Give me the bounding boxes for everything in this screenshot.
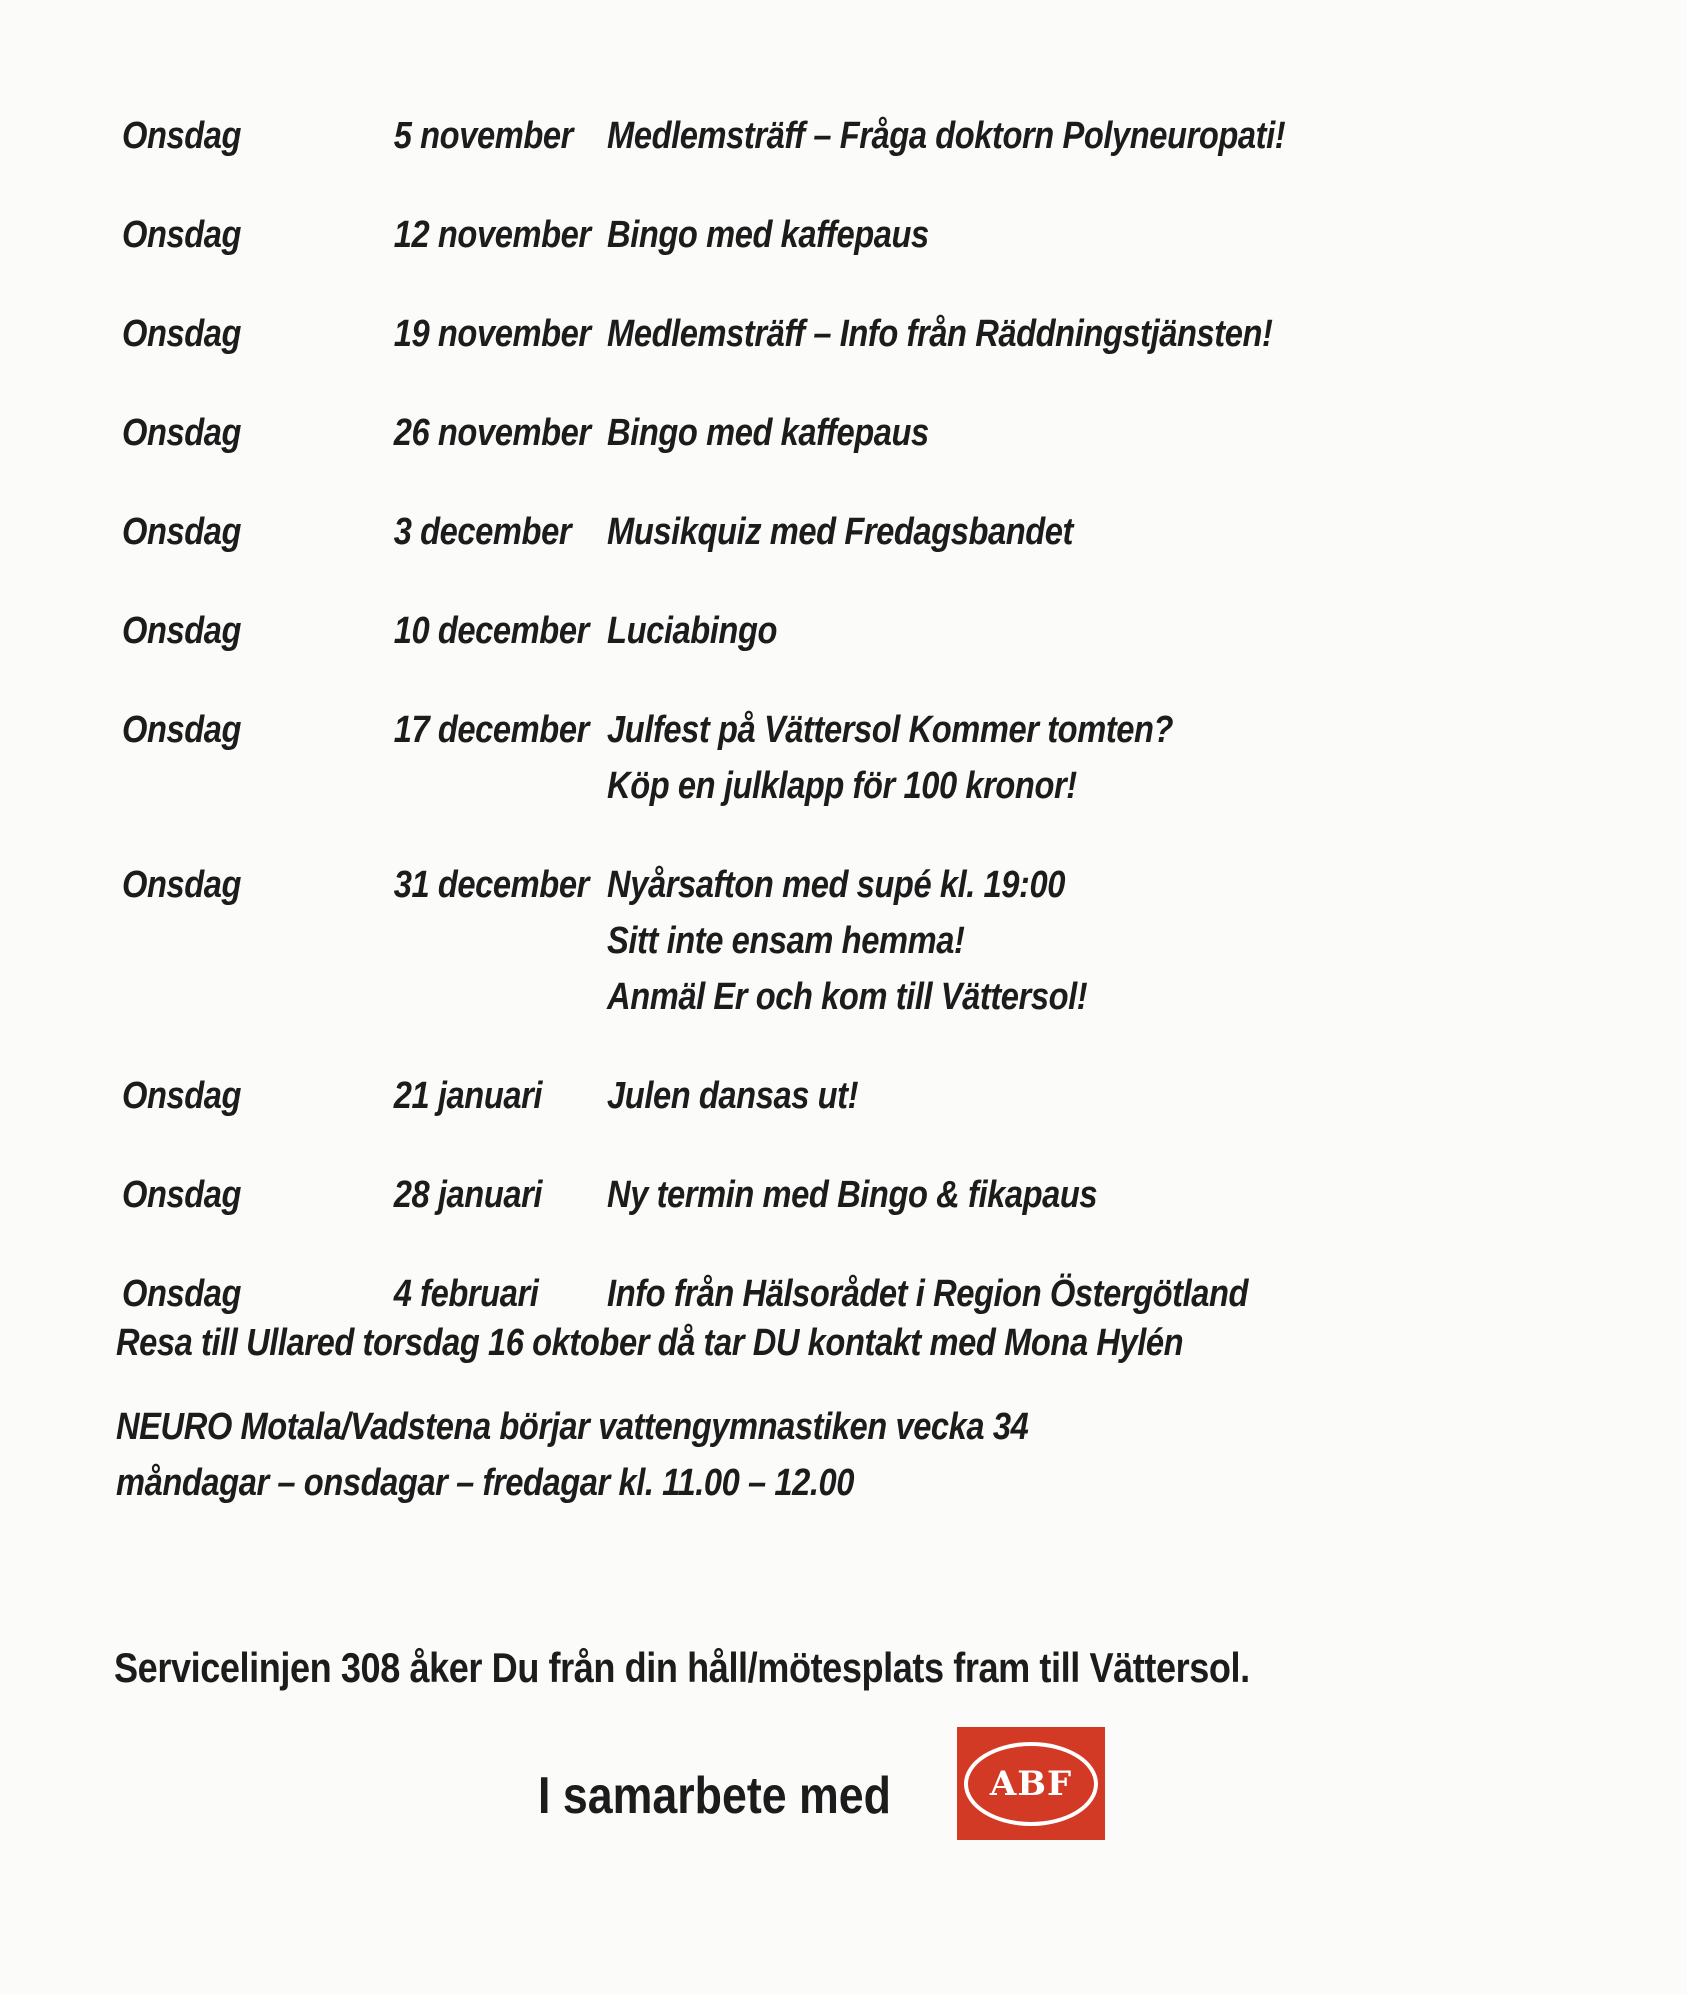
schedule-event-line: Sitt inte ensam hemma!	[607, 920, 965, 962]
schedule-date: 21 januari	[393, 1075, 543, 1117]
abf-logo	[957, 1727, 1105, 1840]
schedule-row	[122, 405, 1326, 461]
schedule-row	[122, 207, 1326, 263]
schedule-day: Onsdag	[122, 610, 242, 652]
notes-section	[116, 1315, 1183, 1539]
schedule-day: Onsdag	[122, 709, 242, 751]
schedule-event-line: Ny termin med Bingo & fikapaus	[607, 1174, 1098, 1216]
schedule-event	[607, 1167, 1381, 1223]
schedule-date: 12 november	[393, 214, 591, 256]
schedule-event-line: Bingo med kaffepaus	[607, 214, 929, 256]
schedule-row	[122, 504, 1326, 560]
schedule-day: Onsdag	[122, 115, 242, 157]
event-schedule	[122, 108, 1522, 1365]
neuro-note-line-1: NEURO Motala/Vadstena börjar vattengymnastiken vecka 34	[116, 1406, 1029, 1448]
schedule-row	[122, 1068, 1326, 1124]
schedule-row	[122, 306, 1326, 362]
schedule-day: Onsdag	[122, 1174, 242, 1216]
schedule-day: Onsdag	[122, 214, 242, 256]
schedule-event	[607, 405, 1381, 461]
schedule-date: 5 november	[393, 115, 573, 157]
schedule-event-line: Luciabingo	[607, 610, 778, 652]
schedule-event-line: Musikquiz med Fredagsbandet	[607, 511, 1073, 553]
schedule-day: Onsdag	[122, 1075, 242, 1117]
schedule-date: 10 december	[393, 610, 589, 652]
schedule-event-line: Nyårsafton med supé kl. 19:00	[607, 864, 1065, 906]
schedule-event-line: Köp en julklapp för 100 kronor!	[607, 765, 1077, 807]
schedule-date: 28 januari	[393, 1174, 543, 1216]
collaboration-text: I samarbete med	[538, 1767, 891, 1825]
schedule-row	[122, 857, 1326, 1025]
schedule-row	[122, 603, 1326, 659]
schedule-event	[607, 504, 1381, 560]
schedule-event	[607, 1068, 1381, 1124]
schedule-event	[607, 603, 1381, 659]
schedule-date: 31 december	[393, 864, 589, 906]
schedule-date: 26 november	[393, 412, 591, 454]
schedule-event	[607, 306, 1381, 362]
schedule-event-line: Medlemsträff – Info från Räddningstjänsten!	[607, 313, 1273, 355]
abf-logo-oval	[964, 1742, 1098, 1826]
schedule-event	[607, 1266, 1381, 1322]
schedule-row	[122, 108, 1326, 164]
schedule-day: Onsdag	[122, 412, 242, 454]
schedule-date: 3 december	[393, 511, 572, 553]
schedule-row	[122, 702, 1326, 814]
schedule-day: Onsdag	[122, 864, 242, 906]
schedule-row	[122, 1266, 1326, 1322]
schedule-event-line: Bingo med kaffepaus	[607, 412, 929, 454]
schedule-event	[607, 207, 1381, 263]
schedule-row	[122, 1167, 1326, 1223]
schedule-event	[607, 857, 1381, 1025]
neuro-water-gym-note	[116, 1399, 1183, 1511]
schedule-event-line: Julen dansas ut!	[607, 1075, 859, 1117]
neuro-note-line-2: måndagar – onsdagar – fredagar kl. 11.00 – 12.00	[116, 1462, 855, 1504]
schedule-day: Onsdag	[122, 313, 242, 355]
schedule-event-line: Medlemsträff – Fråga doktorn Polyneuropati!	[607, 115, 1286, 157]
schedule-event-line: Info från Hälsorådet i Region Östergötland	[607, 1273, 1249, 1315]
schedule-date: 19 november	[393, 313, 591, 355]
schedule-date: 4 februari	[393, 1273, 539, 1315]
schedule-day: Onsdag	[122, 511, 242, 553]
schedule-event-line: Julfest på Vättersol Kommer tomten?	[607, 709, 1174, 751]
ullared-trip-note: Resa till Ullared torsdag 16 oktober då tar DU kontakt med Mona Hylén	[116, 1322, 1184, 1364]
schedule-day: Onsdag	[122, 1273, 242, 1315]
schedule-event-line: Anmäl Er och kom till Vättersol!	[607, 976, 1088, 1018]
service-line-note: Servicelinjen 308 åker Du från din håll/mötesplats fram till Vättersol.	[114, 1644, 1250, 1691]
schedule-event	[607, 702, 1381, 814]
abf-logo-text: ABF	[989, 1763, 1073, 1804]
schedule-date: 17 december	[393, 709, 589, 751]
schedule-event	[607, 108, 1381, 164]
